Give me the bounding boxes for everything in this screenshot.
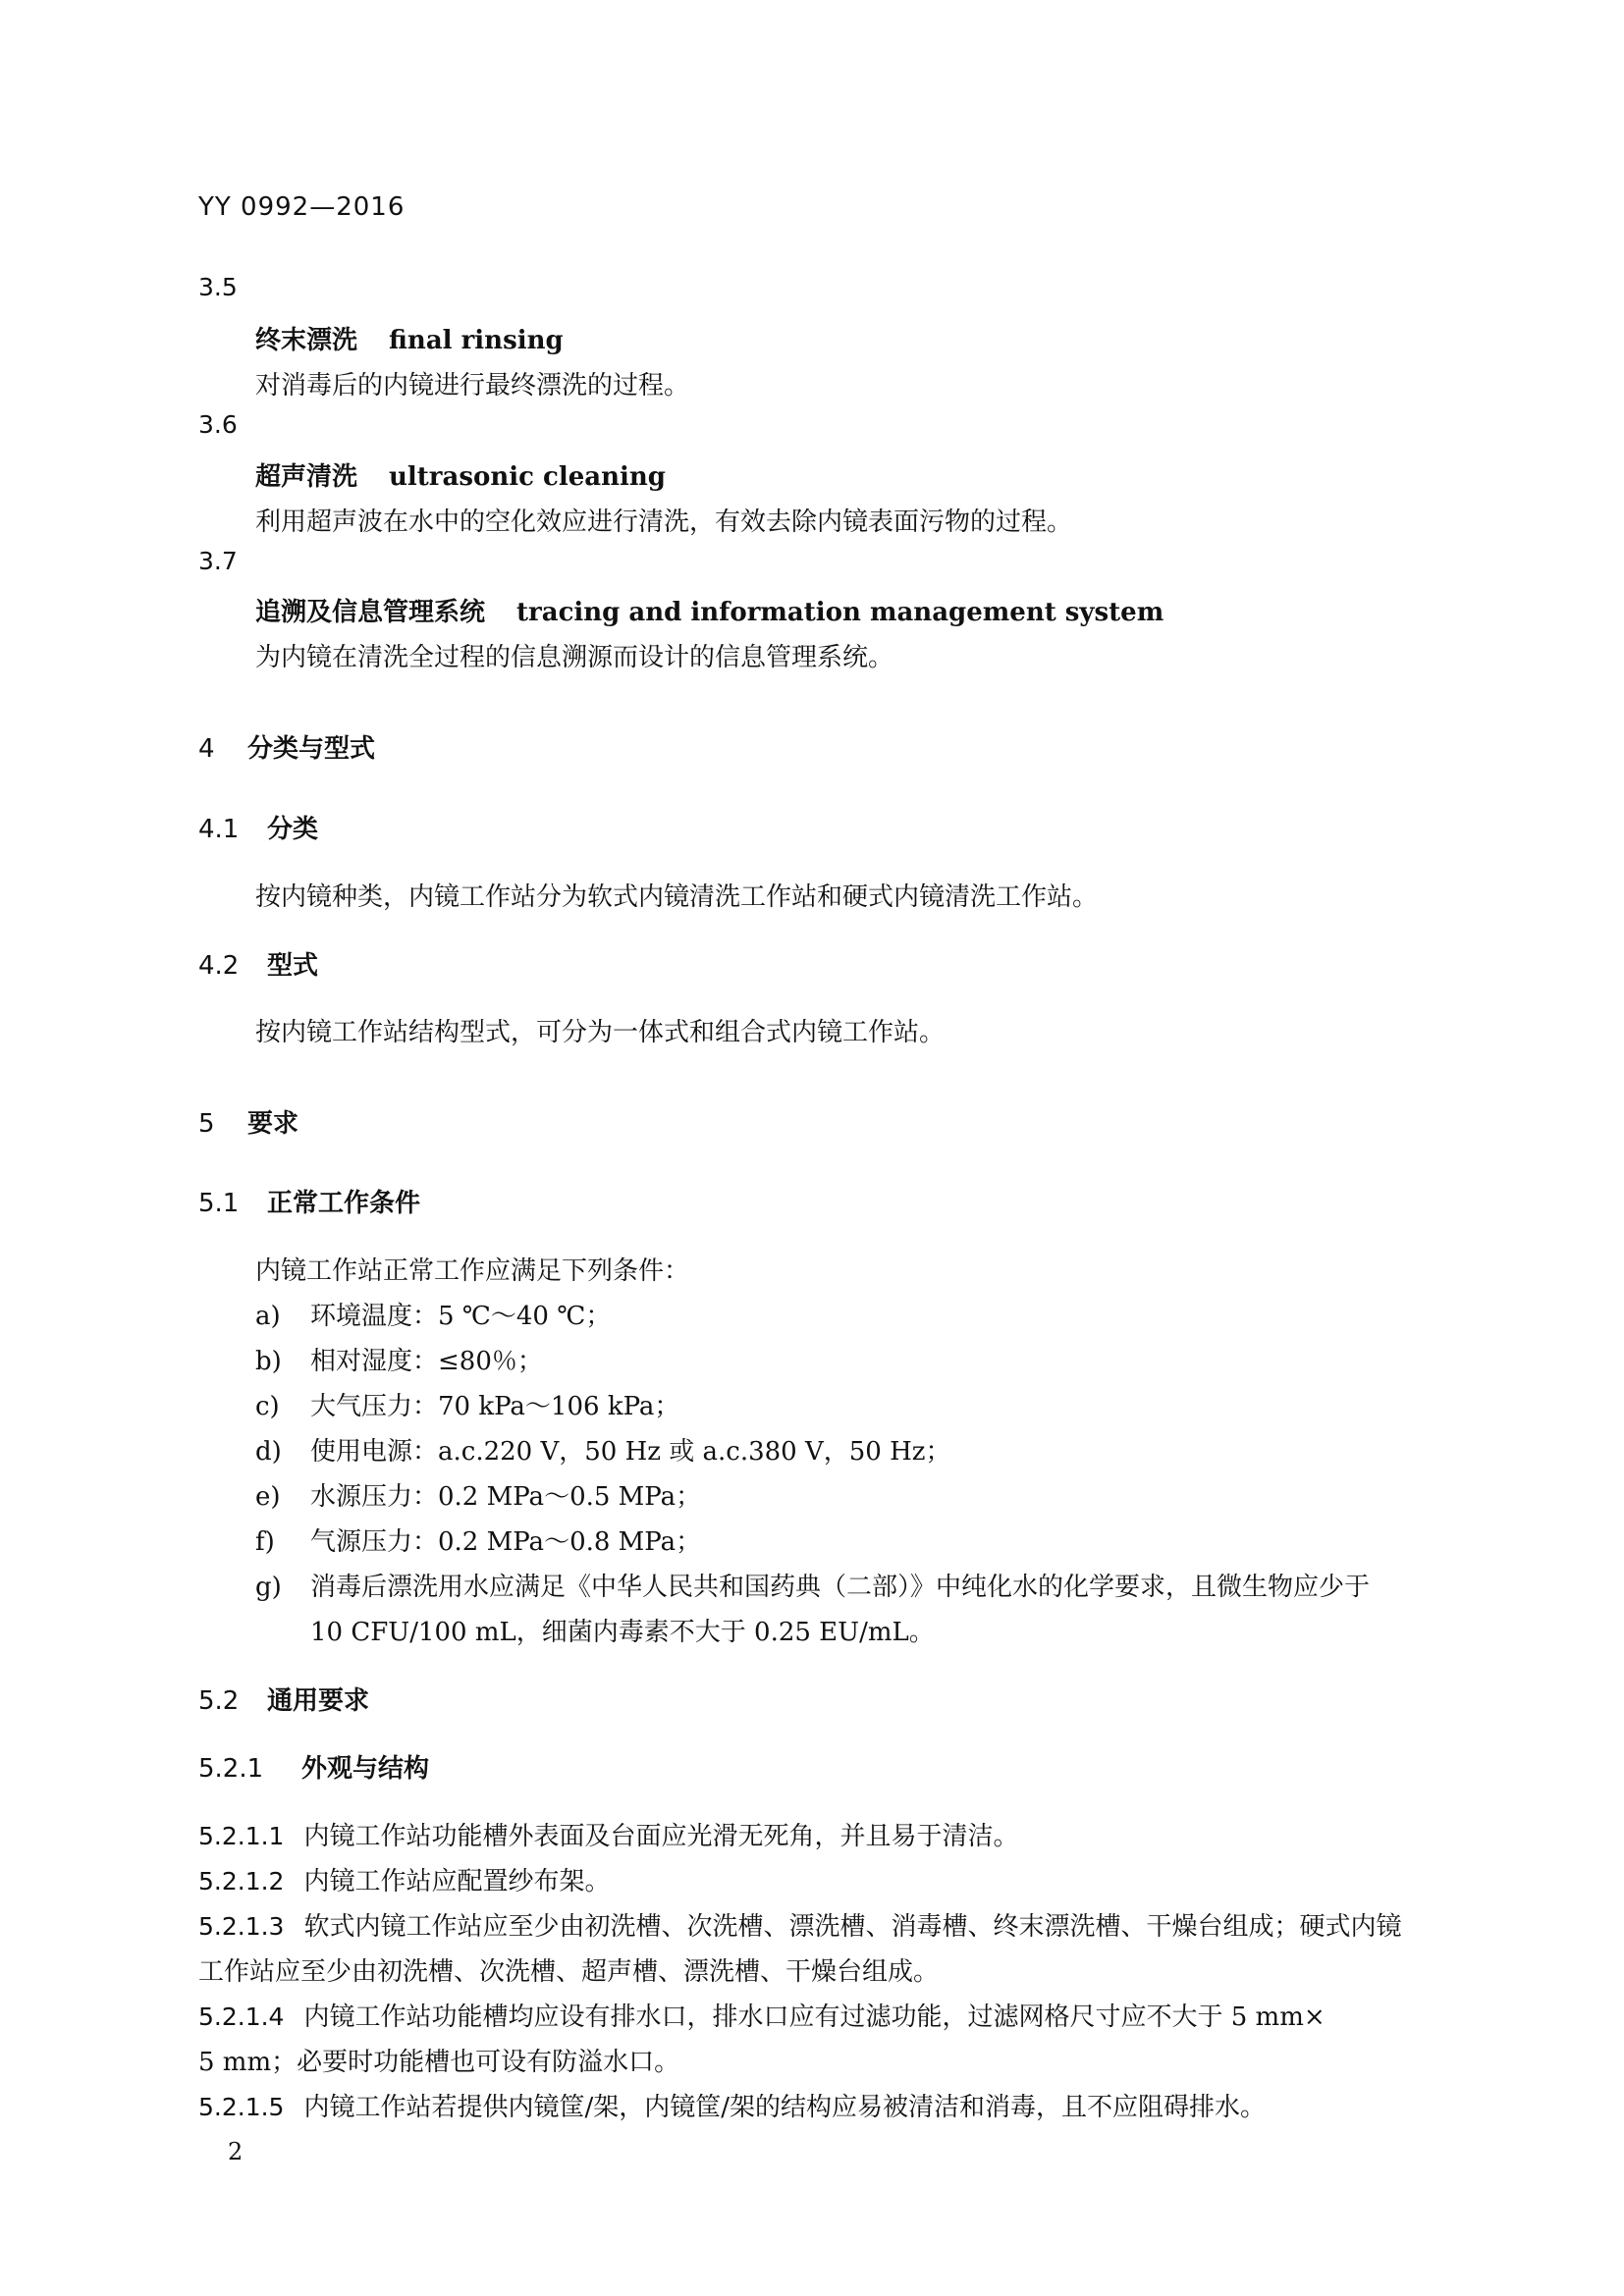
clause-text: 内镜工作站应配置纱布架。 — [303, 1867, 611, 1896]
term-definition: 对消毒后的内镜进行最终漂洗的过程。 — [255, 371, 690, 400]
section-heading — [198, 1103, 298, 1140]
term-number: 3.5 — [198, 273, 238, 301]
list-item-text: 大气压力：70 kPa～106 kPa； — [310, 1392, 680, 1421]
list-item-text: 使用电源：a.c.220 V，50 Hz 或 a.c.380 V，50 Hz； — [310, 1437, 951, 1467]
subsection-title: 通用要求 — [267, 1686, 370, 1716]
section-title: 要求 — [247, 1109, 299, 1139]
list-item — [255, 1296, 611, 1332]
term-en: tracing and information management system — [516, 598, 1164, 627]
subsection-heading — [198, 1183, 420, 1219]
clause-continuation: 工作站应至少由初洗槽、次洗槽、超声槽、漂洗槽、干燥台组成。 — [198, 1957, 940, 1987]
term-zh: 终末漂洗 — [255, 326, 358, 355]
subsection-title: 分类 — [267, 815, 319, 844]
list-item-text: 消毒后漂洗用水应满足《中华人民共和国药典（二部）》中纯化水的化学要求，且微生物应少于 — [310, 1573, 1371, 1602]
subsection-number: 4.2 — [198, 951, 240, 981]
clause-number: 5.2.1.5 — [198, 2093, 285, 2121]
list-item-text: 气源压力：0.2 MPa～0.8 MPa； — [310, 1527, 702, 1557]
term-definition: 为内镜在清洗全过程的信息溯源而设计的信息管理系统。 — [255, 643, 894, 672]
subsection-number: 5.1 — [198, 1189, 240, 1218]
term-number: 3.7 — [198, 547, 238, 575]
list-marker: f) — [255, 1527, 275, 1557]
paragraph: 按内镜工作站结构型式，可分为一体式和组合式内镜工作站。 — [255, 1018, 946, 1047]
term-en: final rinsing — [389, 326, 564, 355]
term-title — [255, 320, 564, 356]
standard-code: YY 0992—2016 — [198, 192, 406, 222]
clause-number: 5.2.1.1 — [198, 1822, 285, 1850]
section-number: 5 — [198, 1109, 215, 1139]
subsection-number: 5.2 — [198, 1686, 240, 1716]
list-marker: g) — [255, 1573, 282, 1602]
clause — [198, 1861, 610, 1897]
clause-number: 5.2.1.2 — [198, 1867, 285, 1896]
clause-continuation: 5 mm；必要时功能槽也可设有防溢水口。 — [198, 2048, 680, 2077]
term-en: ultrasonic cleaning — [389, 462, 666, 492]
section-number: 4 — [198, 734, 215, 764]
clause-number: 5.2.1.4 — [198, 2002, 285, 2031]
subsection-heading — [198, 945, 318, 982]
list-item-text: 水源压力：0.2 MPa～0.5 MPa； — [310, 1482, 702, 1512]
clause-number: 5.2.1.3 — [198, 1912, 285, 1941]
term-definition: 利用超声波在水中的空化效应进行清洗，有效去除内镜表面污物的过程。 — [255, 507, 1073, 537]
subsection-heading — [198, 809, 318, 845]
subsection-title: 型式 — [267, 951, 319, 981]
subsubsection-number: 5.2.1 — [198, 1754, 264, 1784]
list-marker: c) — [255, 1392, 280, 1421]
term-title — [255, 592, 1164, 628]
list-item — [255, 1341, 543, 1377]
subsection-title: 正常工作条件 — [267, 1189, 421, 1218]
list-item-text: 相对湿度：≤80％； — [310, 1347, 543, 1376]
list-item — [255, 1522, 701, 1558]
term-number: 3.6 — [198, 410, 238, 439]
subsection-heading — [198, 1681, 369, 1717]
paragraph: 按内镜种类，内镜工作站分为软式内镜清洗工作站和硬式内镜清洗工作站。 — [255, 882, 1099, 912]
clause — [198, 1816, 1018, 1852]
clause — [198, 2087, 1266, 2123]
list-item — [255, 1386, 679, 1422]
clause — [198, 1906, 1401, 1943]
clause-text: 软式内镜工作站应至少由初洗槽、次洗槽、漂洗槽、消毒槽、终末漂洗槽、干燥台组成；硬式内镜 — [303, 1912, 1402, 1942]
clause-text: 内镜工作站若提供内镜筐/架，内镜筐/架的结构应易被清洁和消毒，且不应阻碍排水。 — [303, 2093, 1266, 2122]
subsection-number: 4.1 — [198, 815, 240, 844]
subsubsection-heading — [198, 1748, 429, 1785]
term-title — [255, 456, 666, 493]
list-marker: a) — [255, 1302, 281, 1331]
list-item-text: 环境温度：5 ℃～40 ℃； — [310, 1302, 612, 1331]
list-marker: d) — [255, 1437, 282, 1467]
list-item — [255, 1431, 951, 1468]
clause-text: 内镜工作站功能槽均应设有排水口，排水口应有过滤功能，过滤网格尺寸应不大于 5 mm× — [303, 2002, 1326, 2032]
section-heading — [198, 728, 375, 765]
list-intro: 内镜工作站正常工作应满足下列条件： — [255, 1256, 690, 1286]
subsubsection-title: 外观与结构 — [301, 1754, 430, 1784]
clause — [198, 1997, 1326, 2033]
term-zh: 超声清洗 — [255, 462, 358, 492]
list-item — [255, 1476, 701, 1513]
clause-text: 内镜工作站功能槽外表面及台面应光滑无死角，并且易于清洁。 — [303, 1822, 1019, 1851]
list-marker: e) — [255, 1482, 281, 1512]
list-item — [255, 1567, 1370, 1603]
list-marker: b) — [255, 1347, 282, 1376]
list-item-continuation: 10 CFU/100 mL，细菌内毒素不大于 0.25 EU/mL。 — [310, 1618, 935, 1647]
page-number: 2 — [228, 2138, 244, 2165]
section-title: 分类与型式 — [247, 734, 376, 764]
term-zh: 追溯及信息管理系统 — [255, 598, 486, 627]
